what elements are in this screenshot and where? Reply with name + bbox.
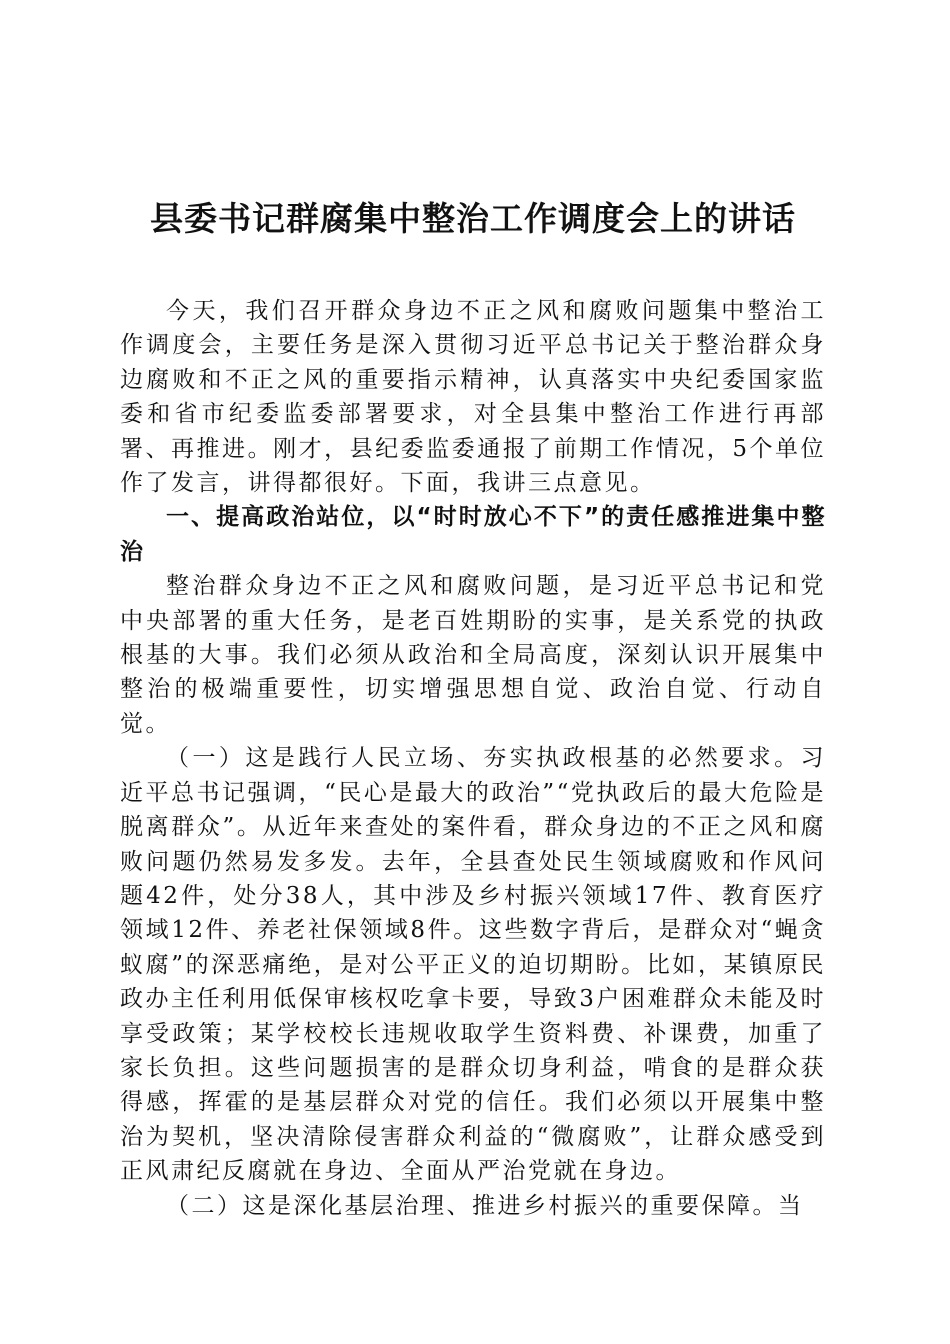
intro-paragraph: 今天，我们召开群众身边不正之风和腐败问题集中整治工作调度会，主要任务是深入贯彻习近平总书记关于整治群众身边腐败和不正之风的重要指示精神，认真落实中央纪委国家监委和省市纪委监委部署要求，对全县集中整治工作进行再部署、再推进。刚才，县纪委监委通报了前期工作情况，5个单位作了发言，讲得都很好。下面，我讲三点意见。 [120, 298, 826, 497]
section-heading-1: 一、提高政治站位，以“时时放心不下”的责任感推进集中整治 [120, 504, 826, 565]
subsection-2-paragraph: （二）这是深化基层治理、推进乡村振兴的重要保障。当 [166, 1192, 804, 1219]
document-title: 县委书记群腐集中整治工作调度会上的讲话 [150, 199, 796, 238]
section-1-paragraph: 整治群众身边不正之风和腐败问题，是习近平总书记和党中央部署的重大任务，是老百姓期盼的实事，是关系党的执政根基的大事。我们必须从政治和全局高度，深刻认识开展集中整治的极端重要性，切实增强思想自觉、政治自觉、行动自觉。 [120, 573, 826, 737]
subsection-1-paragraph: （一）这是践行人民立场、夯实执政根基的必然要求。习近平总书记强调，“民心是最大的政治”“党执政后的最大危险是脱离群众”。从近年来查处的案件看，群众身边的不正之风和腐败问题仍然易发多发。去年，全县查处民生领域腐败和作风问题42件，处分38人，其中涉及乡村振兴领域17件、教育医疗领域12件、养老社保领域8件。这些数字背后，是群众对“蝇贪蚁腐”的深恶痛绝，是对公平正义的迫切期盼。比如，某镇原民政办主任利用低保审核权吃拿卡要，导致3户困难群众未能及时享受政策；某学校校长违规收取学生资料费、补课费，加重了家长负担。这些问题损害的是群众切身利益，啃食的是群众获得感，挥霍的是基层群众对党的信任。我们必须以开展集中整治为契机，坚决清除侵害群众利益的“微腐败”，让群众感受到正风肃纪反腐就在身边、全面从严治党就在身边。 [120, 745, 826, 1185]
document-body [120, 196, 826, 1223]
